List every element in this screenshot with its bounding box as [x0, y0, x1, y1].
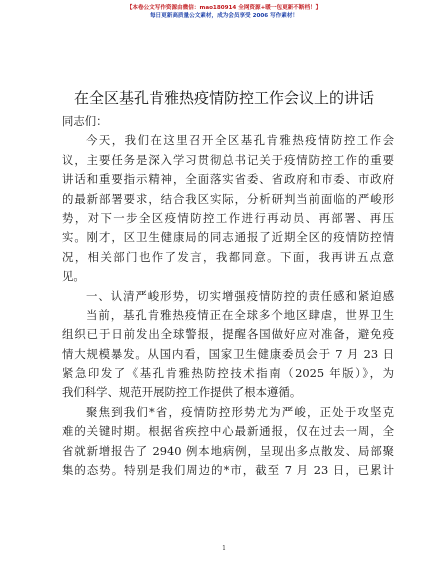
paragraph-line: 况，相关部门也作了发言，我都同意。下面，我再讲五点意	[62, 249, 394, 264]
paragraph-line: 的最新部署要求，结合我区实际，分析研判当前面临的严峻形	[62, 191, 394, 206]
section-heading: 一、认清严峻形势，切实增强疫情防控的责任感和紧迫感	[86, 288, 394, 303]
paragraph-line: 我们科学、规范开展防控工作提供了根本遵循。	[62, 385, 302, 400]
paragraph-line: 紧急印发了《基孔肯雅热防控技术指南（2025 年版）》，为	[62, 366, 394, 381]
paragraph-line: 当前，基孔肯雅热疫情正在全球多个地区肆虐，世界卫生	[86, 307, 394, 322]
promo-banner-line-1: 【本卷公文写作资源由微信：mao180914 全网资源+暖一包更新不断档！】	[126, 5, 322, 11]
salutation: 同志们：	[62, 114, 108, 128]
paragraph-line: 组织已于日前发出全球警报，提醒各国做好应对准备，避免疫	[62, 327, 394, 342]
paragraph-line: 省就新增报告了 2940 例本地病例，呈现出多点散发、局部聚	[62, 443, 394, 458]
paragraph-line: 聚焦到我们*省，疫情防控形势尤为严峻，正处于攻坚克	[86, 404, 394, 419]
promo-banner-line-2: 每日更新高质量公文素材，成为会员享受 2006 写作素材！	[149, 13, 299, 19]
page-number: 1	[222, 545, 226, 552]
paragraph-line: 势，对下一步全区疫情防控工作进行再动员、再部署、再压	[62, 210, 394, 225]
paragraph-line: 见。	[62, 269, 85, 284]
paragraph-line: 议，主要任务是深入学习贯彻总书记关于疫情防控工作的重要	[62, 152, 394, 167]
paragraph-line: 情大规模暴发。从国内看，国家卫生健康委员会于 7 月 23 日	[62, 346, 394, 361]
paragraph-line: 讲话和重要指示精神，全面落实省委、省政府和市委、市政府	[62, 172, 394, 187]
paragraph-line: 今天，我们在这里召开全区基孔肯雅热疫情防控工作会	[86, 133, 394, 148]
document-title: 在全区基孔肯雅热疫情防控工作会议上的讲话	[73, 89, 374, 107]
document-body	[62, 112, 394, 480]
paragraph-line: 实。刚才，区卫生健康局的同志通报了近期全区的疫情防控情	[62, 230, 394, 245]
paragraph-line: 难的关键时期。根据省疾控中心最新通报，仅在过去一周，全	[62, 424, 394, 439]
paragraph-line: 集的态势。特别是我们周边的*市，截至 7 月 23 日，已累计	[62, 463, 394, 478]
